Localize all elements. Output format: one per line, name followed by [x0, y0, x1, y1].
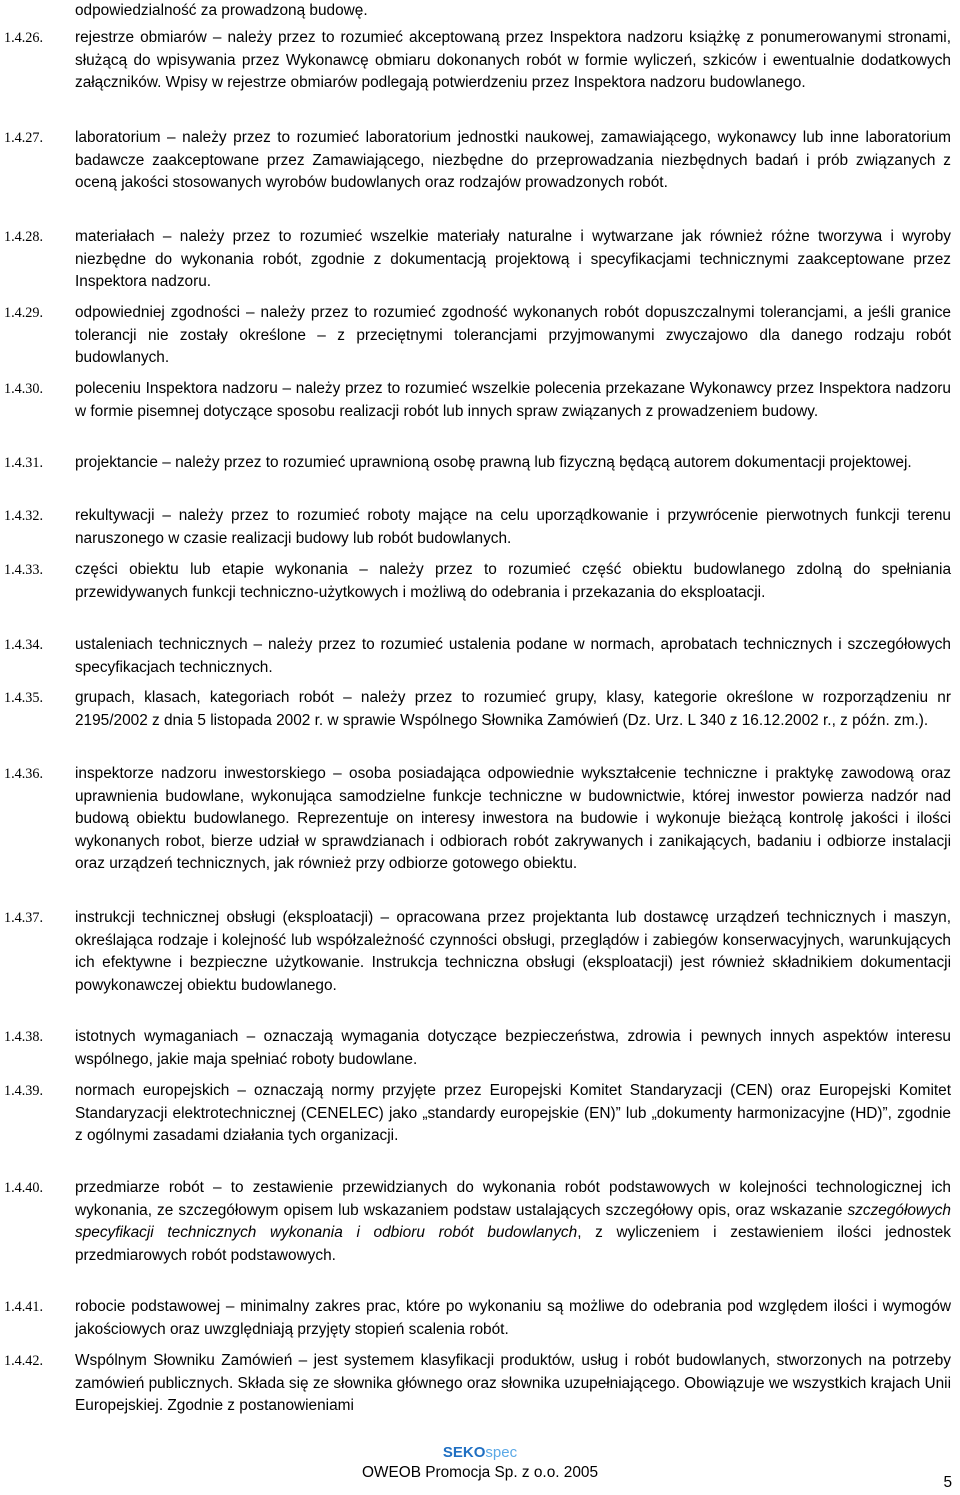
item-number: 1.4.39.	[4, 1083, 44, 1099]
item-number: 1.4.27.	[4, 130, 44, 146]
logo-part-spec: spec	[485, 1444, 518, 1461]
item-text-part: , z wyliczeniem i zestawieniem ilości jednostek przedmiarowych robót podstawowych.	[75, 1224, 951, 1264]
item-text: laboratorium – należy przez to rozumieć laboratorium jednostki naukowej, zamawiającego, wykonawcy lub inne laboratorium badawcze zaakceptowane przez Zamawiającego, niezbędne do przeprowadzania niezbędnych badań i prób związanych z oceną jakości stosowanych wyrobów budowlanych oraz rodzajów prowadzonych robót.	[75, 129, 951, 192]
item-number: 1.4.42.	[4, 1353, 44, 1369]
item-text	[75, 1177, 951, 1267]
item-text: materiałach – należy przez to rozumieć wszelkie materiały naturalne i wytwarzane jak również różne tworzywa i wyroby niezbędne do wykonania robót, zgodnie z dokumentacją projektową i specyfikacjami technicznymi zaakceptowane przez Inspektora nadzoru.	[75, 228, 951, 291]
footer-text: OWEOB Promocja Sp. z o.o. 2005	[361, 1464, 599, 1481]
item-number: 1.4.40.	[4, 1180, 44, 1196]
item-number: 1.4.29.	[4, 305, 44, 321]
item-text: części obiektu lub etapie wykonania – należy przez to rozumieć część obiektu budowlanego zdolną do spełniania przewidywanych funkcji techniczno-użytkowych i możliwą do odebrania i przekazania do eksploatacji.	[75, 561, 951, 601]
item-text: rekultywacji – należy przez to rozumieć roboty mające na celu uporządkowanie i przywrócenie pierwotnych funkcji terenu naruszonego w czasie realizacji budowy lub robót budowlanych.	[75, 507, 951, 547]
item-text: Wspólnym Słowniku Zamówień – jest systemem klasyfikacji produktów, usług i robót budowlanych, stworzonych na potrzeby zamówień publicznych. Składa się ze słownika głównego oraz słownika uzupełniającego. Obowiązuje we wszystkich krajach Unii Europejskiej. Zgodnie z postanowieniami	[75, 1352, 951, 1415]
item-text: instrukcji technicznej obsługi (eksploatacji) – opracowana przez projektanta lub dostawcę urządzeń technicznych i maszyn, określająca rodzaje i kolejność lub współzależność czynności obsługi, przeglądów i zabiegów konserwacyjnych, warunkujących ich efektywne i bezpieczne użytkowanie. Instrukcja techniczna obsługi (eksploatacji) jest również składnikiem dokumentacji powykonawczej obiektu budowlanego.	[75, 909, 951, 994]
item-text: normach europejskich – oznaczają normy przyjęte przez Europejski Komitet Standaryzacji (CEN) oraz Europejski Komitet Standaryzacji elektrotechnicznej (CENELEC) jako „standardy europejskie (EN)” lub „dokumenty harmonizacyjne (HD)”, zgodnie z ogólnymi zasadami działania tych organizacji.	[75, 1082, 951, 1145]
item-text: robocie podstawowej – minimalny zakres prac, które po wykonaniu są możliwe do odebrania pod względem ilości i wymogów jakościowych oraz uwzględniają przyjęty stopień scalenia robót.	[75, 1298, 951, 1338]
item-number: 1.4.37.	[4, 910, 44, 926]
logo-part-seko: SEKO	[442, 1444, 486, 1461]
item-number: 1.4.30.	[4, 381, 44, 397]
footer-logo	[0, 1444, 960, 1462]
item-text-part: przedmiarze robót – to zestawienie przewidzianych do wykonania robót podstawowych w kolejności technologicznej ich wykonania, ze szczegółowym opisem lub wskazaniem podstaw ustalających szczegółowy opis, oraz wskazanie	[75, 1179, 951, 1219]
continuation-text: odpowiedzialność za prowadzoną budowę.	[75, 2, 368, 19]
item-text: inspektorze nadzoru inwestorskiego – osoba posiadająca odpowiednie wykształcenie techniczne i praktykę zawodową oraz uprawnienia budowlane, wykonująca samodzielne funkcje techniczne w budownictwie, której inwestor powierza nadzór nad budową obiektu budowlanego. Reprezentuje on interesy inwestora na budowie i wykonuje bieżącą kontrolę jakości i ilości wykonanych robot, bierze udział w sprawdzianach i odbiorach robót zakrywanych i zanikających, badaniu i odbiorze instalacji oraz urządzeń technicznych, jak również przy odbiorze gotowego obiektu.	[75, 765, 951, 873]
item-text: poleceniu Inspektora nadzoru – należy przez to rozumieć wszelkie polecenia przekazane Wykonawcy przez Inspektora nadzoru w formie pisemnej dotyczące sposobu realizacji robót lub innych spraw związanych z prowadzeniem budowy.	[75, 380, 951, 420]
item-number: 1.4.33.	[4, 562, 44, 578]
item-number: 1.4.34.	[4, 637, 44, 653]
item-number: 1.4.31.	[4, 455, 44, 471]
item-text-italic: szczegółowych specyfikacji technicznych wykonania i odbioru robót budowlanych	[75, 1201, 951, 1242]
item-number: 1.4.35.	[4, 690, 44, 706]
item-text: istotnych wymaganiach – oznaczają wymagania dotyczące bezpieczeństwa, zdrowia i pewnych innych aspektów interesu wspólnego, jakie maja spełniać roboty budowlane.	[75, 1028, 951, 1068]
item-number: 1.4.32.	[4, 508, 44, 524]
item-number: 1.4.26.	[4, 30, 44, 46]
page-number: 5	[943, 1474, 952, 1491]
item-text: ustaleniach technicznych – należy przez to rozumieć ustalenia podane w normach, aprobatach technicznych i szczegółowych specyfikacjach technicznych.	[75, 636, 951, 676]
item-number: 1.4.28.	[4, 229, 44, 245]
item-number: 1.4.41.	[4, 1299, 44, 1315]
item-text: rejestrze obmiarów – należy przez to rozumieć akceptowaną przez Inspektora nadzoru książkę z ponumerowanymi stronami, służącą do wpisywania przez Wykonawcę obmiaru dokonanych robót w formie wyliczeń, szkiców i ewentualnie dodatkowych załączników. Wpisy w rejestrze obmiarów podlegają potwierdzeniu przez Inspektora nadzoru budowlanego.	[75, 29, 951, 92]
item-text: grupach, klasach, kategoriach robót – należy przez to rozumieć grupy, klasy, kategorie określone w rozporządzeniu nr 2195/2002 z dnia 5 listopada 2002 r. w sprawie Wspólnego Słownika Zamówień (Dz. Urz. L 340 z 16.12.2002 r., z późn. zm.).	[75, 689, 951, 729]
item-number: 1.4.38.	[4, 1029, 44, 1045]
item-number: 1.4.36.	[4, 766, 44, 782]
item-text: projektancie – należy przez to rozumieć uprawnioną osobę prawną lub fizyczną będącą autorem dokumentacji projektowej.	[75, 454, 912, 471]
item-text: odpowiedniej zgodności – należy przez to rozumieć zgodność wykonanych robót dopuszczalnymi tolerancjami, a jeśli granice tolerancji nie zostały określone – z przeciętnymi tolerancjami przyjmowanymi zwyczajowo dla danego rodzaju robót budowlanych.	[75, 304, 951, 367]
